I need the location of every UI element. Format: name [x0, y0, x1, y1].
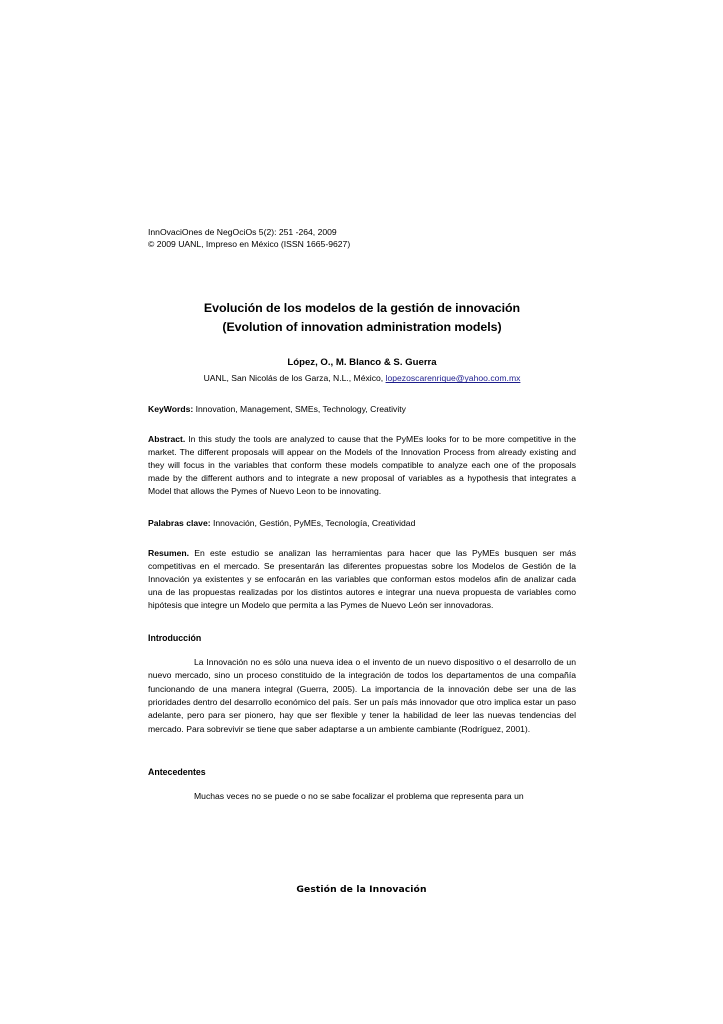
- masthead-citation-line: InnOvaciOnes de NegOciOs 5(2): 251 -264, 2009: [148, 227, 337, 237]
- abstract-paragraph: [148, 433, 576, 498]
- keywords-spanish-label: Palabras clave:: [148, 518, 211, 529]
- abstract-label: Abstract.: [148, 433, 186, 444]
- resumen-label: Resumen.: [148, 547, 190, 558]
- keywords-spanish-value: Innovación, Gestión, PyMEs, Tecnología, Creatividad: [210, 518, 416, 529]
- author-affiliation: [148, 372, 576, 384]
- keywords-english-value: Innovation, Management, SMEs, Technology, Creativity: [193, 404, 406, 415]
- author-email-link[interactable]: lopezoscarenrique@yahoo.com.mx: [385, 373, 521, 384]
- abstract-text: In this study the tools are analyzed to cause that the PyMEs looks for to be more competitive in the market. The different proposals will appear on the Models of the Innovation Process from already existing and they will focus in the variables that conform these models compatible to analyze each one of the proposals made by the different authors and to integrate a new proposal of variables as a hypothesis that integrates a Model that allows the Pymes of Nuevo Leon to be innovating.: [148, 433, 576, 497]
- resumen-text: En este estudio se analizan las herramientas para hacer que las PyMEs busquen ser más competitivas en el mercado. Se presentarán las diferentes propuestas sobre los Modelos de Gestión de la Innovación ya existentes y se enfocarán en las variables que conforman estos modelos afin de analizar cada una de las propuestas realizadas por los distintos autores e integrar una nueva propuesta de variables como hipótesis que integre un Modelo que permita a las Pymes de Nuevo León ser innovadoras.: [148, 547, 576, 611]
- section-paragraph-introduccion: La Innovación no es sólo una nueva idea o el invento de un nuevo dispositivo o el desarrollo de un nuevo mercado, sino un proceso constituido de la integración de todos los departamentos de una compañía funcionando de una manera integral (Guerra, 2005). La importancia de la innovación debe ser una de las prioridades dentro del desarrollo económico del país. Ser un país más innovador que otro implica estar un paso adelante, pero para ser pionero, hay que ser flexible y tener la habilidad de leer las nuevas tendencias del mercado. Para sobrevivir se tiene que saber adaptarse a un ambiente cambiante (Rodríguez, 2001).: [148, 657, 576, 734]
- title-spanish: Evolución de los modelos de la gestión de innovación: [203, 301, 521, 316]
- keywords-spanish: [148, 517, 576, 529]
- page-title: [148, 299, 576, 337]
- title-english: (Evolution of innovation administration models): [222, 320, 502, 335]
- section-paragraph-antecedentes: Muchas veces no se puede o no se sabe focalizar el problema que representa para un: [194, 790, 524, 801]
- author-list: López, O., M. Blanco & S. Guerra: [287, 357, 437, 369]
- journal-masthead: [148, 226, 576, 250]
- resumen-paragraph: [148, 547, 576, 612]
- affiliation-text: UANL, San Nicolás de los Garza, N.L., México,: [203, 373, 386, 384]
- section-heading-antecedentes: Antecedentes: [148, 766, 206, 777]
- keywords-english-label: KeyWords:: [148, 404, 194, 415]
- masthead-copyright-line: © 2009 UANL, Impreso en México (ISSN 1665-9627): [148, 239, 351, 250]
- keywords-english: [148, 403, 576, 415]
- page-footer: Gestión de la Innovación: [296, 884, 427, 895]
- section-heading-introduccion: Introducción: [148, 633, 202, 644]
- page-content: [148, 226, 576, 803]
